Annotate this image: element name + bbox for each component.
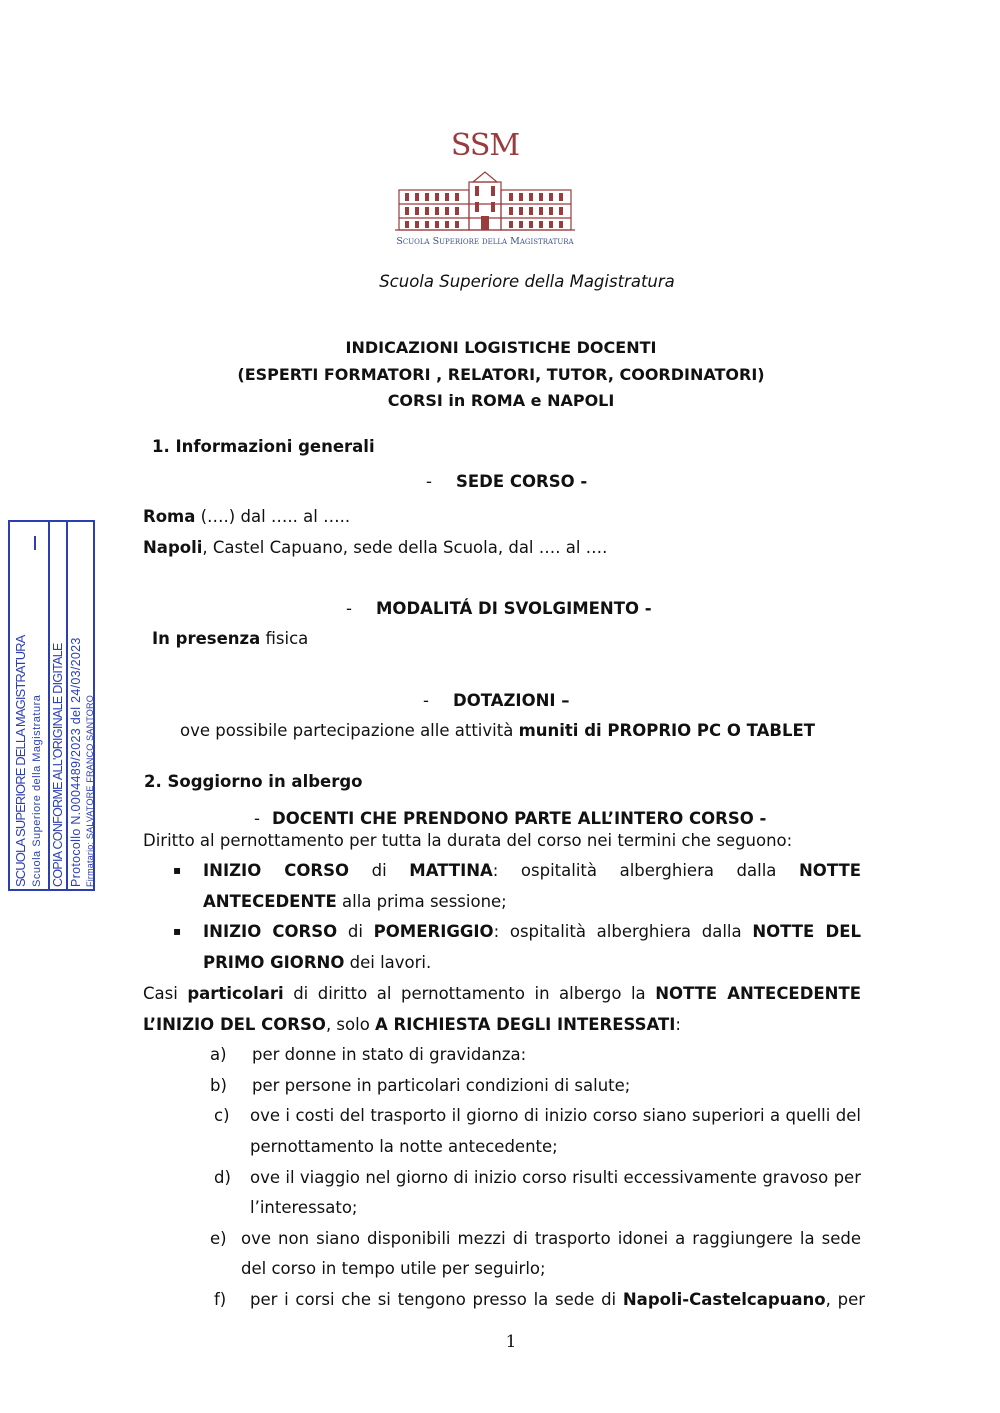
item-e-label: e) [210, 1229, 227, 1248]
logo-acronym: SSM [450, 128, 520, 163]
stamp-divider [48, 522, 50, 889]
stamp-divider [66, 522, 68, 889]
protocol-stamp: SCUOLA SUPERIORE DELLA MAGISTRATURA Scuola Superiore della Magistratura COPIA CONFORME ALL'ORIGINALE DIGITALE Protocollo N.0004489/2023 del 24/03/2023 Firmatario: SALVATORE FRANCO SANTORO [8, 520, 95, 891]
dotazioni-heading: - DOTAZIONI – [423, 691, 570, 710]
item-a-label: a) [210, 1045, 227, 1064]
item-f-text: per i corsi che si tengono presso la sede di Napoli-Castelcapuano, per [250, 1290, 866, 1309]
ssm-logo [390, 128, 580, 258]
sede-corso-heading: - SEDE CORSO - [426, 472, 588, 491]
bullet-marker: ▪ [173, 863, 182, 877]
item-b-label: b) [210, 1076, 227, 1095]
section-1-heading: 1. Informazioni generali [152, 437, 375, 456]
document-title-line-3: CORSI in ROMA e NAPOLI [387, 391, 615, 410]
soggiorno-intro: Diritto al pernottamento per tutta la durata del corso nei termini che seguono: [143, 831, 793, 850]
roma-line: Roma (….) dal ….. al ….. [143, 507, 351, 526]
item-c-text-1: ove i costi del trasporto il giorno di inizio corso siano superiori a quelli del [250, 1106, 861, 1125]
item-c-text-2: pernottamento la notte antecedente; [250, 1137, 558, 1156]
bullet-1-line-2: ANTECEDENTE alla prima sessione; [203, 892, 507, 911]
bullet-2-line-2: PRIMO GIORNO dei lavori. [203, 953, 432, 972]
institution-subtitle: Scuola Superiore della Magistratura [379, 272, 675, 291]
item-e-text-1: ove non siano disponibili mezzi di trasporto idonei a raggiungere la sede [241, 1229, 861, 1248]
bullet-1-line-1: INIZIO CORSO di MATTINA: ospitalità alberghiera dalla NOTTE [203, 861, 861, 880]
bullet-2-line-1: INIZIO CORSO di POMERIGGIO: ospitalità alberghiera dalla NOTTE DEL [203, 922, 861, 941]
item-e-text-2: del corso in tempo utile per seguirlo; [241, 1259, 546, 1278]
item-a-text: per donne in stato di gravidanza: [252, 1045, 527, 1064]
item-d-text-1: ove il viaggio nel giorno di inizio corso risulti eccessivamente gravoso per [250, 1168, 861, 1187]
section-2-heading: 2. Soggiorno in albergo [144, 772, 363, 791]
modalita-heading: - MODALITÁ DI SVOLGIMENTO - [346, 599, 652, 618]
dotazioni-text: ove possibile partecipazione alle attività muniti di PROPRIO PC O TABLET [180, 721, 816, 740]
page-number: 1 [505, 1332, 517, 1352]
item-d-text-2: l’interessato; [250, 1198, 358, 1217]
bullet-marker: ▪ [173, 924, 182, 938]
logo-caption: Scuola Superiore della Magistratura [396, 236, 574, 247]
palace-building-icon [395, 168, 575, 234]
modalita-text: In presenza fisica [152, 629, 309, 648]
napoli-line: Napoli, Castel Capuano, sede della Scuola, dal …. al …. [143, 538, 608, 557]
item-c-label: c) [214, 1106, 230, 1125]
document-title-line-1: INDICAZIONI LOGISTICHE DOCENTI [345, 338, 657, 357]
casi-line-2: L’INIZIO DEL CORSO, solo A RICHIESTA DEGLI INTERESSATI: [143, 1015, 681, 1034]
docenti-subheading: - DOCENTI CHE PRENDONO PARTE ALL’INTERO CORSO - [254, 809, 767, 828]
casi-line-1: Casi particolari di diritto al pernottamento in albergo la NOTTE ANTECEDENTE [143, 984, 861, 1003]
document-title-line-2: (ESPERTI FORMATORI , RELATORI, TUTOR, COORDINATORI) [237, 365, 765, 384]
item-f-label: f) [214, 1290, 227, 1309]
item-d-label: d) [214, 1168, 231, 1187]
item-b-text: per persone in particolari condizioni di salute; [252, 1076, 631, 1095]
stamp-mark [34, 536, 36, 550]
